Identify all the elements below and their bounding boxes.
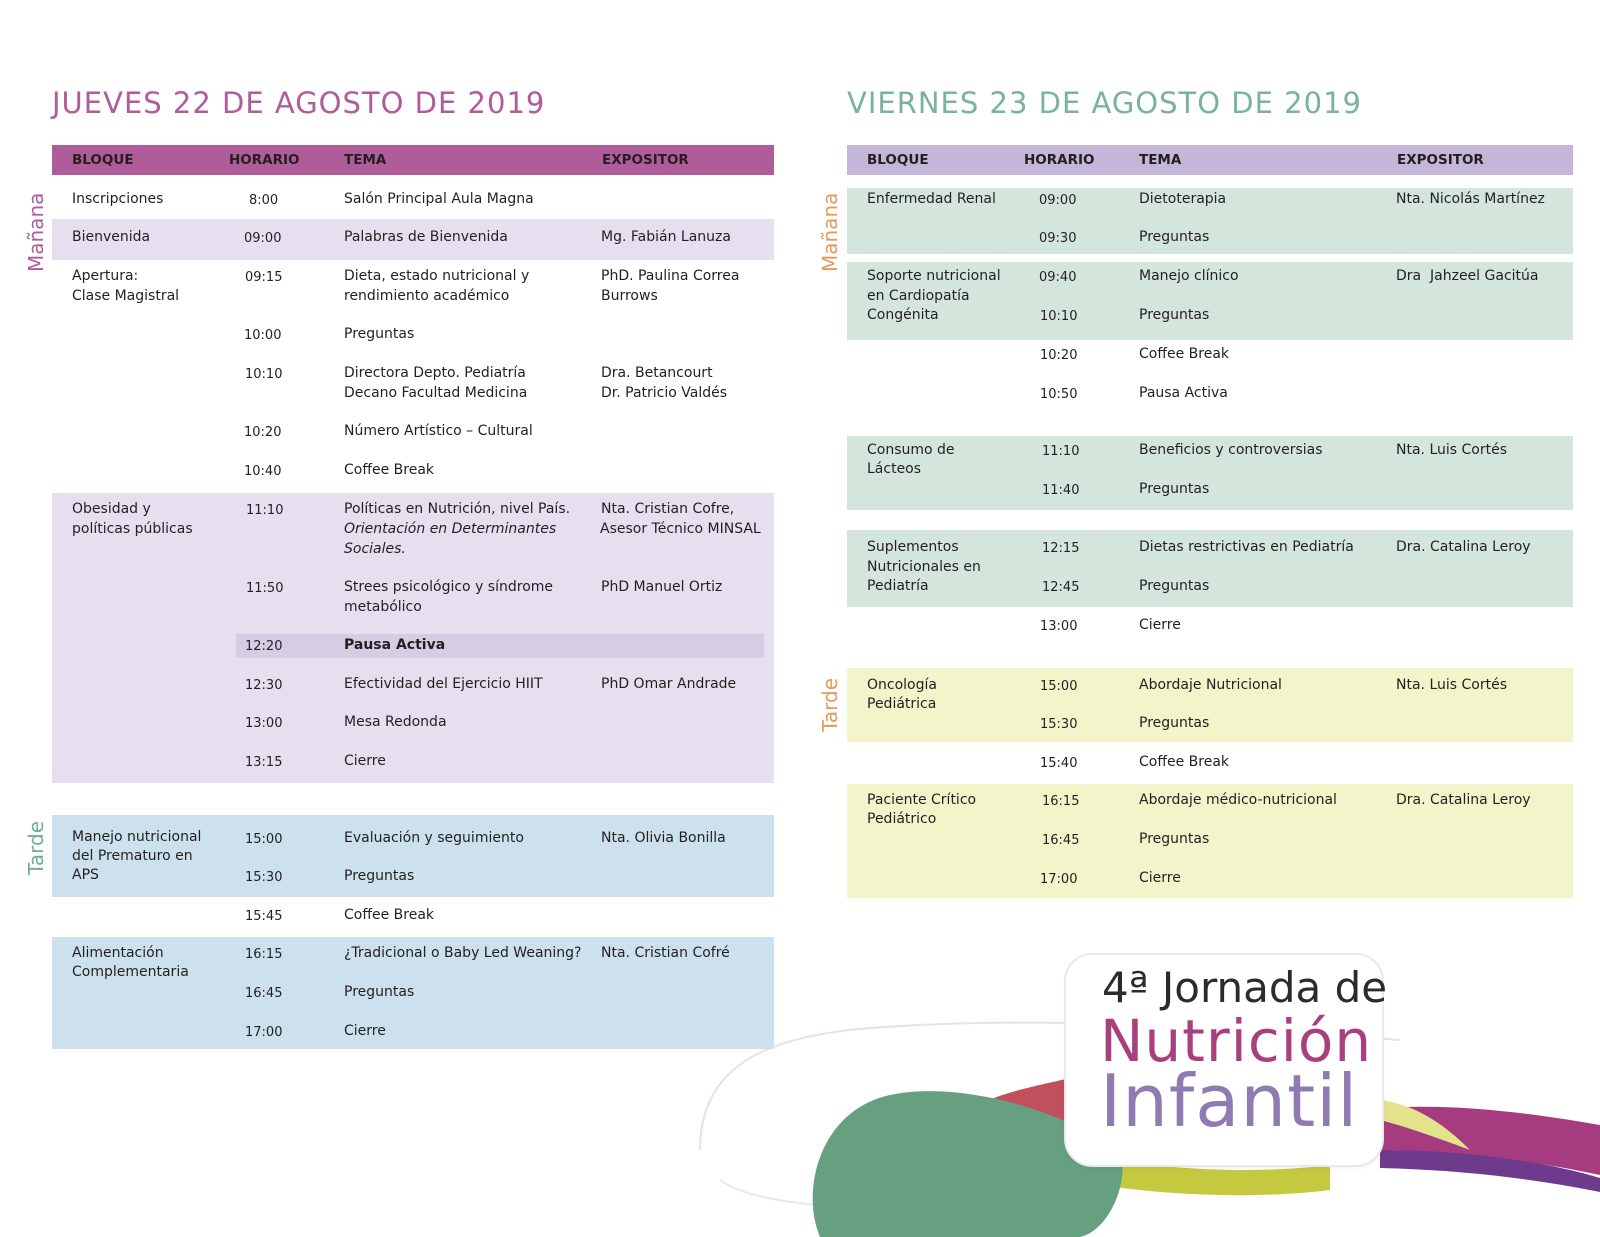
- tema: Coffee Break: [1139, 754, 1230, 770]
- tema: metabólico: [344, 599, 422, 615]
- col-expositor: EXPOSITOR: [602, 152, 689, 168]
- expositor: Nta. Olivia Bonilla: [601, 830, 726, 846]
- expositor: Mg. Fabián Lanuza: [601, 229, 731, 245]
- tema: Pausa Activa: [344, 637, 446, 653]
- expositor: PhD Omar Andrade: [601, 676, 737, 692]
- time: 15:45: [245, 909, 283, 924]
- bloque-bienvenida: Bienvenida: [72, 229, 151, 245]
- time: 09:15: [245, 270, 283, 285]
- time: 09:00: [1039, 193, 1077, 208]
- bloque-prematuro: Manejo nutricional: [72, 829, 202, 845]
- time: 16:15: [245, 947, 283, 962]
- tema: Preguntas: [344, 326, 415, 342]
- tema: Preguntas: [1139, 831, 1210, 847]
- thursday-manana-label: Mañana: [24, 192, 48, 272]
- expositor: Dra Jahzeel Gacitúa: [1396, 268, 1539, 284]
- tema: Beneficios y controversias: [1139, 442, 1323, 458]
- time: 13:00: [245, 716, 283, 731]
- bloque-oncologia-2: Pediátrica: [867, 696, 937, 712]
- tema: Preguntas: [1139, 481, 1210, 497]
- bloque-apertura: Apertura:: [72, 268, 139, 284]
- tema: Preguntas: [1139, 229, 1210, 245]
- tema: rendimiento académico: [344, 288, 510, 304]
- expositor: PhD. Paulina Correa: [601, 268, 740, 284]
- tema: Dietas restrictivas en Pediatría: [1139, 539, 1354, 555]
- time: 8:00: [249, 193, 279, 208]
- friday-title: VIERNES 23 DE AGOSTO DE 2019: [847, 86, 1362, 120]
- time: 10:20: [244, 425, 282, 440]
- tema: Strees psicológico y síndrome: [344, 579, 554, 595]
- time: 11:10: [246, 503, 284, 518]
- tema: Manejo clínico: [1139, 268, 1239, 284]
- time: 15:00: [245, 832, 283, 847]
- time: 11:50: [246, 581, 284, 596]
- friday-table-header: [847, 145, 1573, 175]
- tema: Pausa Activa: [1139, 385, 1228, 401]
- time: 12:30: [245, 678, 283, 693]
- bloque-apertura-2: Clase Magistral: [72, 288, 180, 304]
- time: 15:00: [1040, 679, 1078, 694]
- tema: Cierre: [344, 753, 386, 769]
- tema: Abordaje Nutricional: [1139, 677, 1282, 693]
- bloque-obesidad: Obesidad y: [72, 501, 151, 517]
- tema: Coffee Break: [344, 907, 435, 923]
- tema: Evaluación y seguimiento: [344, 830, 524, 846]
- tema: Salón Principal Aula Magna: [344, 191, 534, 207]
- tema: Preguntas: [1139, 307, 1210, 323]
- time: 10:10: [245, 367, 283, 382]
- tema: Cierre: [1139, 870, 1181, 886]
- tema: Mesa Redonda: [344, 714, 447, 730]
- col-expositor: EXPOSITOR: [1397, 152, 1484, 168]
- expositor: Dr. Patricio Valdés: [601, 385, 728, 401]
- bloque-suplementos-3: Pediatría: [867, 578, 929, 594]
- thursday-title: JUEVES 22 DE AGOSTO DE 2019: [52, 86, 546, 120]
- bloque-prematuro-2: del Prematuro en: [72, 848, 193, 864]
- time: 16:45: [245, 986, 283, 1001]
- time: 09:40: [1039, 270, 1077, 285]
- tema: Preguntas: [344, 868, 415, 884]
- thursday-tarde-label: Tarde: [24, 820, 48, 875]
- logo-line-3: Infantil: [1100, 1059, 1359, 1143]
- col-bloque: BLOQUE: [867, 152, 929, 168]
- time: 13:00: [1040, 619, 1078, 634]
- logo-line-1: 4ª Jornada de: [1102, 963, 1388, 1012]
- bloque-oncologia: Oncología: [867, 677, 937, 693]
- tema: Sociales.: [344, 541, 406, 557]
- tema: Efectividad del Ejercicio HIIT: [344, 676, 543, 692]
- tema: Coffee Break: [1139, 346, 1230, 362]
- tema: Abordaje médico-nutricional: [1139, 792, 1337, 808]
- time: 10:50: [1040, 387, 1078, 402]
- bloque-cardio-2: en Cardiopatía: [867, 288, 970, 304]
- col-horario: HORARIO: [1024, 152, 1095, 168]
- expositor: Burrows: [601, 288, 658, 304]
- col-bloque: BLOQUE: [72, 152, 134, 168]
- bloque-suplementos: Suplementos: [867, 539, 959, 555]
- time: 13:15: [245, 755, 283, 770]
- time: 09:30: [1039, 231, 1077, 246]
- bloque-lacteos-2: Lácteos: [867, 461, 922, 477]
- time: 10:20: [1040, 348, 1078, 363]
- time: 09:00: [244, 231, 282, 246]
- time: 16:15: [1042, 794, 1080, 809]
- expositor: Nta. Luis Cortés: [1396, 442, 1507, 458]
- tema: Cierre: [344, 1023, 386, 1039]
- expositor: Dra. Catalina Leroy: [1396, 539, 1531, 555]
- band-pausa-highlight: [236, 634, 764, 658]
- expositor: Asesor Técnico MINSAL: [600, 521, 761, 537]
- tema: ¿Tradicional o Baby Led Weaning?: [344, 945, 582, 961]
- tema: Cierre: [1139, 617, 1181, 633]
- thursday-table-header: [52, 145, 774, 175]
- tema: Decano Facultad Medicina: [344, 385, 528, 401]
- bloque-alimentacion: Alimentación: [72, 945, 164, 961]
- time: 15:30: [245, 870, 283, 885]
- bloque-renal: Enfermedad Renal: [867, 191, 996, 207]
- time: 10:40: [244, 464, 282, 479]
- tema: Coffee Break: [344, 462, 435, 478]
- tema: Preguntas: [1139, 715, 1210, 731]
- tema: Políticas en Nutrición, nivel País.: [344, 501, 571, 517]
- time: 11:10: [1042, 444, 1080, 459]
- expositor: Nta. Nicolás Martínez: [1396, 191, 1545, 207]
- expositor: Nta. Cristian Cofré: [601, 945, 730, 961]
- expositor: Nta. Luis Cortés: [1396, 677, 1507, 693]
- bloque-obesidad-2: políticas públicas: [72, 521, 193, 537]
- bloque-inscripciones: Inscripciones: [72, 191, 164, 207]
- bloque-cardio: Soporte nutricional: [867, 268, 1001, 284]
- time: 17:00: [245, 1025, 283, 1040]
- expositor: Nta. Cristian Cofre,: [601, 501, 735, 517]
- time: 15:30: [1040, 717, 1078, 732]
- bloque-lacteos: Consumo de: [867, 442, 955, 458]
- time: 12:20: [245, 639, 283, 654]
- bloque-critico-2: Pediátrico: [867, 811, 937, 827]
- tema: Preguntas: [344, 984, 415, 1000]
- col-tema: TEMA: [344, 152, 387, 168]
- event-logo: [1066, 955, 1388, 1165]
- tema: Directora Depto. Pediatría: [344, 365, 526, 381]
- time: 16:45: [1042, 833, 1080, 848]
- friday-tarde-label: Tarde: [818, 677, 842, 732]
- tema: Dietoterapia: [1139, 191, 1227, 207]
- bloque-critico: Paciente Crítico: [867, 792, 977, 808]
- time: 15:40: [1040, 756, 1078, 771]
- time: 12:45: [1042, 580, 1080, 595]
- expositor: Dra. Betancourt: [601, 365, 713, 381]
- time: 12:15: [1042, 541, 1080, 556]
- time: 17:00: [1040, 872, 1078, 887]
- tema: Preguntas: [1139, 578, 1210, 594]
- expositor: PhD Manuel Ortiz: [601, 579, 723, 595]
- col-tema: TEMA: [1139, 152, 1182, 168]
- time: 10:10: [1040, 309, 1078, 324]
- tema: Orientación en Determinantes: [344, 521, 557, 537]
- tema: Número Artístico – Cultural: [344, 423, 533, 439]
- time: 11:40: [1042, 483, 1080, 498]
- bloque-alimentacion-2: Complementaria: [72, 964, 189, 980]
- tema: Dieta, estado nutricional y: [344, 268, 530, 284]
- time: 10:00: [244, 328, 282, 343]
- friday-manana-label: Mañana: [818, 192, 842, 272]
- bloque-suplementos-2: Nutricionales en: [867, 559, 981, 575]
- tema: Palabras de Bienvenida: [344, 229, 508, 245]
- logo-line-2: Nutrición: [1100, 1007, 1373, 1075]
- col-horario: HORARIO: [229, 152, 300, 168]
- bloque-prematuro-3: APS: [72, 867, 99, 883]
- bloque-cardio-3: Congénita: [867, 307, 939, 323]
- expositor: Dra. Catalina Leroy: [1396, 792, 1531, 808]
